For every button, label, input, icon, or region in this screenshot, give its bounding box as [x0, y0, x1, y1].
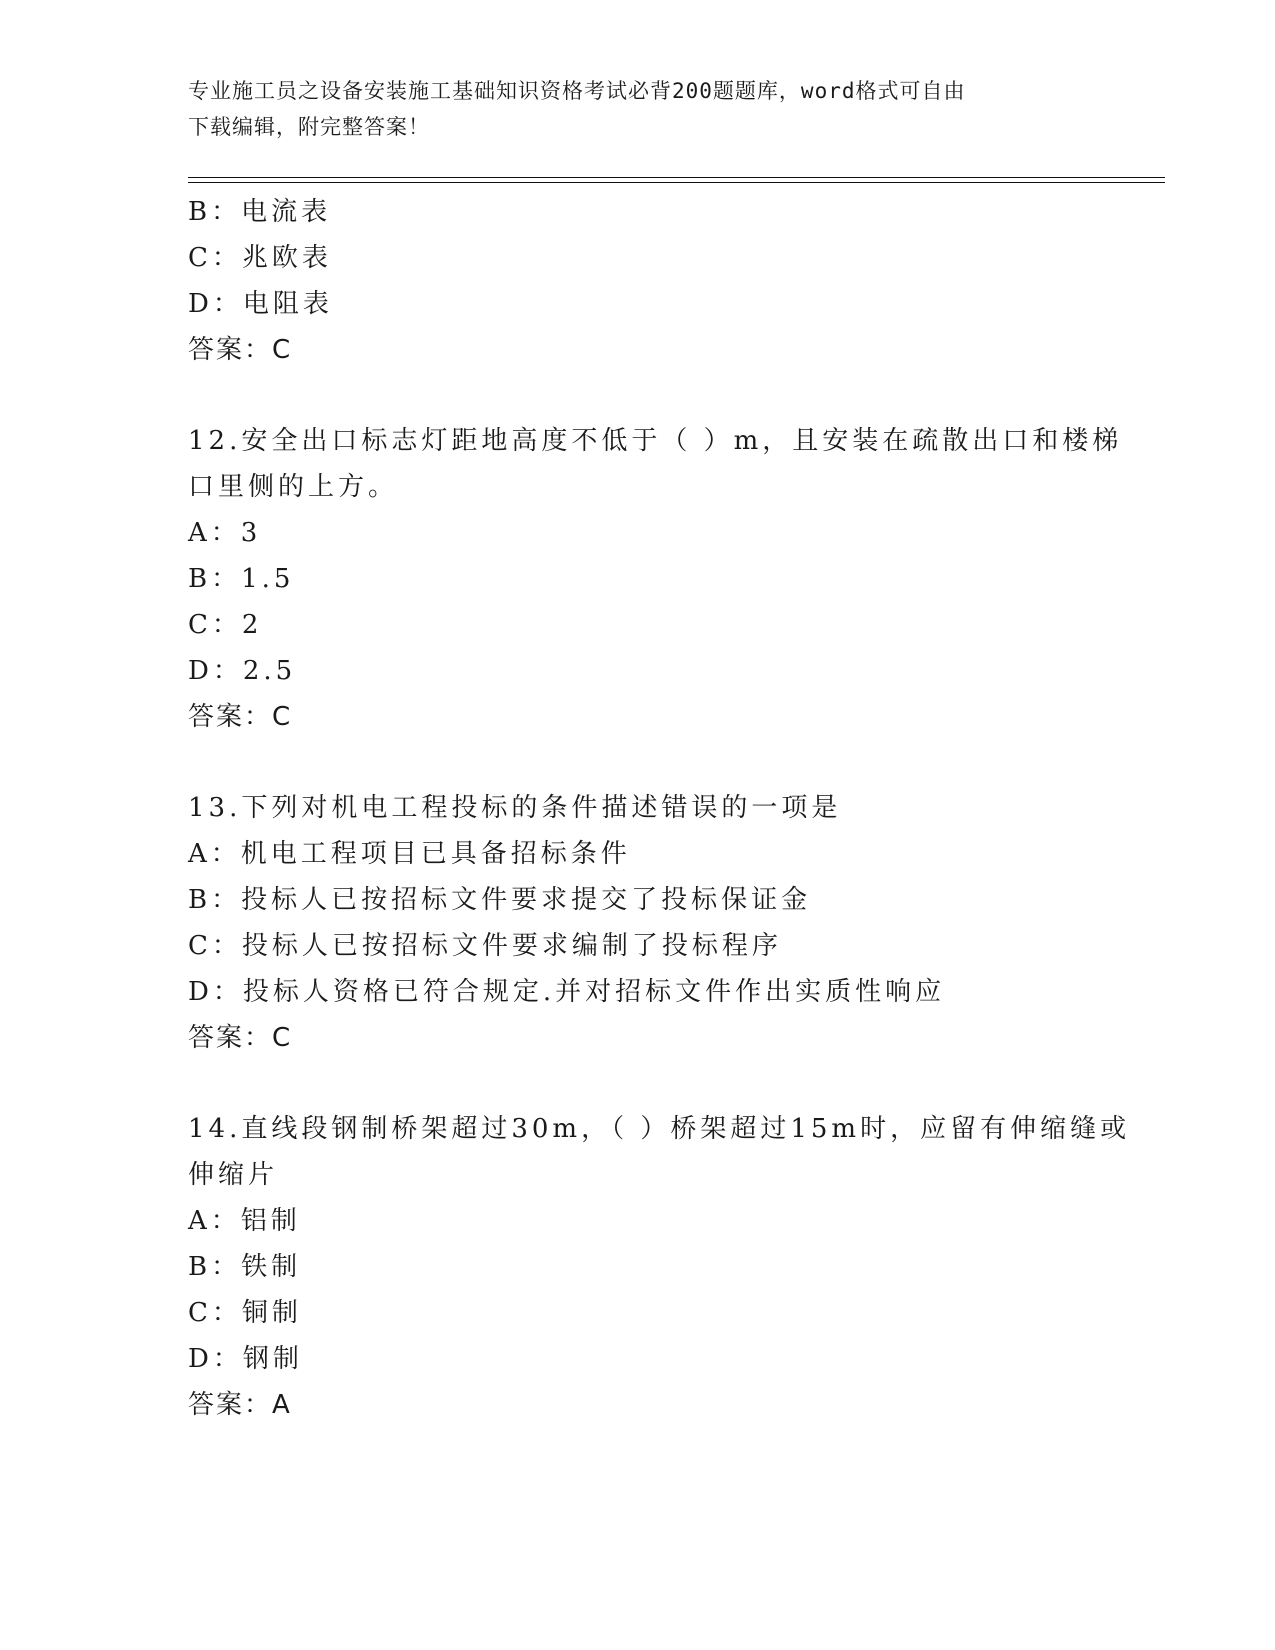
option-c: C：兆欧表: [188, 243, 332, 273]
answer-line: 答案：C: [188, 1023, 293, 1053]
question-stem-line1: 12.安全出口标志灯距地高度不低于（ ）m，且安装在疏散出口和楼梯: [188, 426, 1123, 456]
option-d: D：投标人资格已符合规定.并对招标文件作出实质性响应: [188, 977, 946, 1007]
option-a: A：3: [188, 518, 262, 548]
answer-line: 答案：C: [188, 335, 293, 365]
option-c: C：铜制: [188, 1298, 302, 1328]
option-c: C：投标人已按招标文件要求编制了投标程序: [188, 931, 782, 961]
header-divider-top: [188, 177, 1165, 178]
question-14: [188, 1106, 1131, 1428]
question-spacer: [188, 740, 1108, 785]
answer-line: 答案：A: [188, 1390, 292, 1420]
option-b: B：投标人已按招标文件要求提交了投标保证金: [188, 885, 812, 915]
option-a: A：机电工程项目已具备招标条件: [188, 839, 631, 869]
header-title-line1: 专业施工员之设备安装施工基础知识资格考试必背200题题库，word格式可自由: [188, 79, 966, 103]
question-stem-line1: 14.直线段钢制桥架超过30m，（ ）桥架超过15m时，应留有伸缩缝或: [188, 1114, 1131, 1144]
option-a: A：铝制: [188, 1206, 301, 1236]
question-stem-line1: 13.下列对机电工程投标的条件描述错误的一项是: [188, 793, 842, 823]
answer-line: 答案：C: [188, 702, 293, 732]
question-stem-line2: 伸缩片: [188, 1160, 279, 1190]
question-stem-line2: 口里侧的上方。: [188, 472, 399, 502]
option-d: D：2.5: [188, 656, 297, 686]
question-spacer: [188, 1061, 1108, 1106]
option-d: D：电阻表: [188, 289, 333, 319]
header-title-line2: 下载编辑，附完整答案！: [188, 115, 430, 139]
option-b: B：1.5: [188, 564, 295, 594]
document-header: [188, 73, 1068, 145]
question-spacer: [188, 373, 1108, 418]
question-11: [188, 189, 1108, 373]
option-c: C：2: [188, 610, 263, 640]
question-12: [188, 418, 1123, 740]
question-list: [188, 189, 1131, 1428]
header-divider-bottom: [188, 182, 1165, 183]
option-b: B：电流表: [188, 197, 332, 227]
option-b: B：铁制: [188, 1252, 302, 1282]
option-d: D：钢制: [188, 1344, 303, 1374]
question-13: [188, 785, 1108, 1061]
